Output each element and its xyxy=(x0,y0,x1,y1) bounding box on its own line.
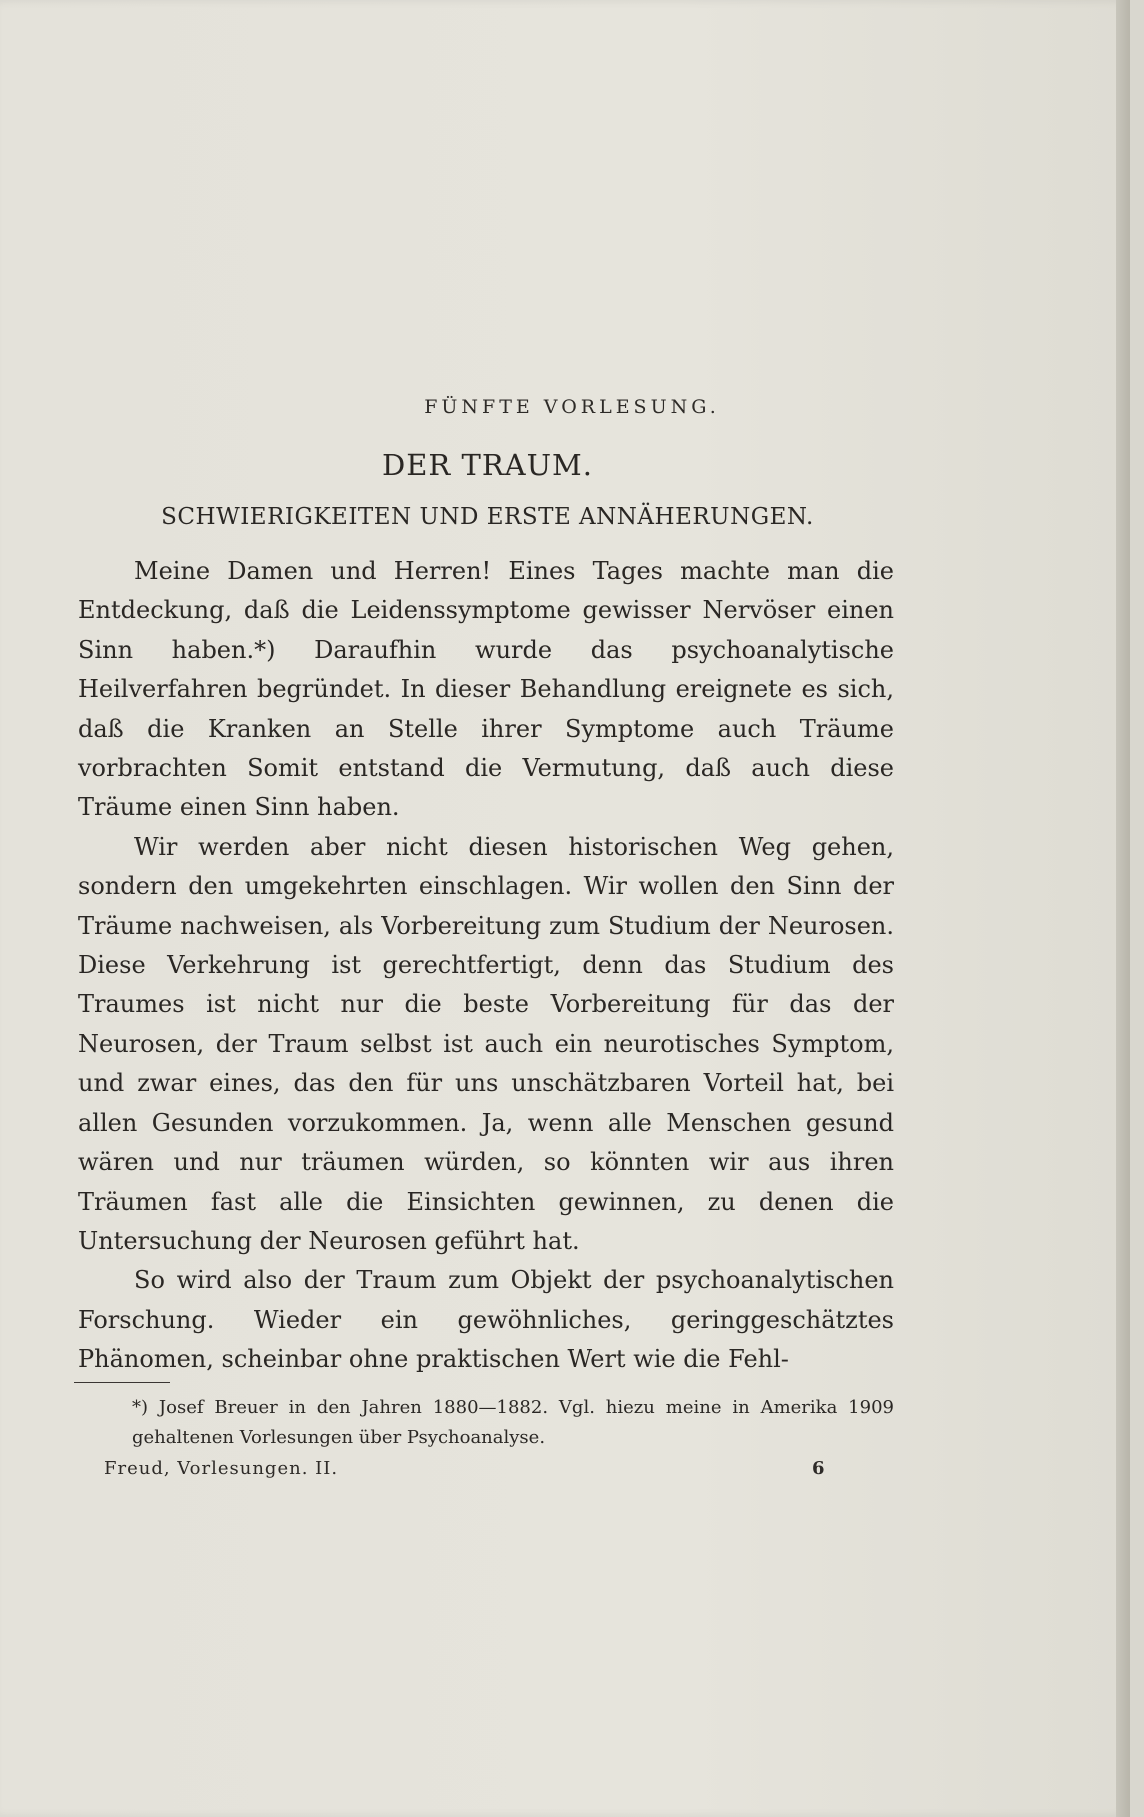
paragraph: Wir werden aber nicht diesen historischen Weg gehen, sondern den umgekehrten einschlagen. Wir wollen den Sinn der Träume nachweisen, als Vorbereitung zum Studium der Neurosen. Diese Verkehrung ist gerechtfertigt, denn das Studium des Traumes ist nicht nur die beste Vorbereitung für das der Neurosen, der Traum selbst ist auch ein neurotisches Symptom, und zwar eines, das den für uns unschätzbaren Vorteil hat, bei allen Gesunden vorzukommen. Ja, wenn alle Menschen gesund wären und nur träumen würden, so könnten wir aus ihren Träumen fast alle die Einsichten gewinnen, zu denen die Untersuchung der Neurosen geführt hat. xyxy=(78,832,894,1255)
chapter-subtitle: SCHWIERIGKEITEN UND ERSTE ANNÄHERUNGEN. xyxy=(161,504,814,530)
signature-line: Freud, Vorlesungen. II. xyxy=(104,1458,339,1479)
paragraph: So wird also der Traum zum Objekt der psychoanalytischen Forschung. Wieder ein gewöhnliches, geringgeschätztes Phänomen, scheinbar ohne praktischen Wert wie die Fehl- xyxy=(78,1266,894,1374)
body-text xyxy=(78,552,894,1380)
footnote xyxy=(74,1393,894,1453)
page-number: 6 xyxy=(812,1458,825,1479)
chapter-title: DER TRAUM. xyxy=(382,448,593,482)
page-edge xyxy=(1116,0,1130,1817)
chapter-heading: FÜNFTE VORLESUNG. xyxy=(424,396,720,418)
footnote-text: *) Josef Breuer in den Jahren 1880—1882. Vgl. hiezu meine in Amerika 1909 gehaltenen Vorlesungen über Psychoanalyse. xyxy=(132,1397,894,1448)
footnote-rule xyxy=(74,1382,170,1383)
paragraph: Meine Damen und Herren! Eines Tages machte man die Entdeckung, daß die Leidenssymptome gewisser Nervöser einen Sinn haben.*) Daraufhin wurde das psychoanalytische Heilverfahren begründet. In dieser Behandlung ereignete es sich, daß die Kranken an Stelle ihrer Symptome auch Träume vorbrachten Somit entstand die Vermutung, daß auch diese Träume einen Sinn haben. xyxy=(78,557,894,822)
